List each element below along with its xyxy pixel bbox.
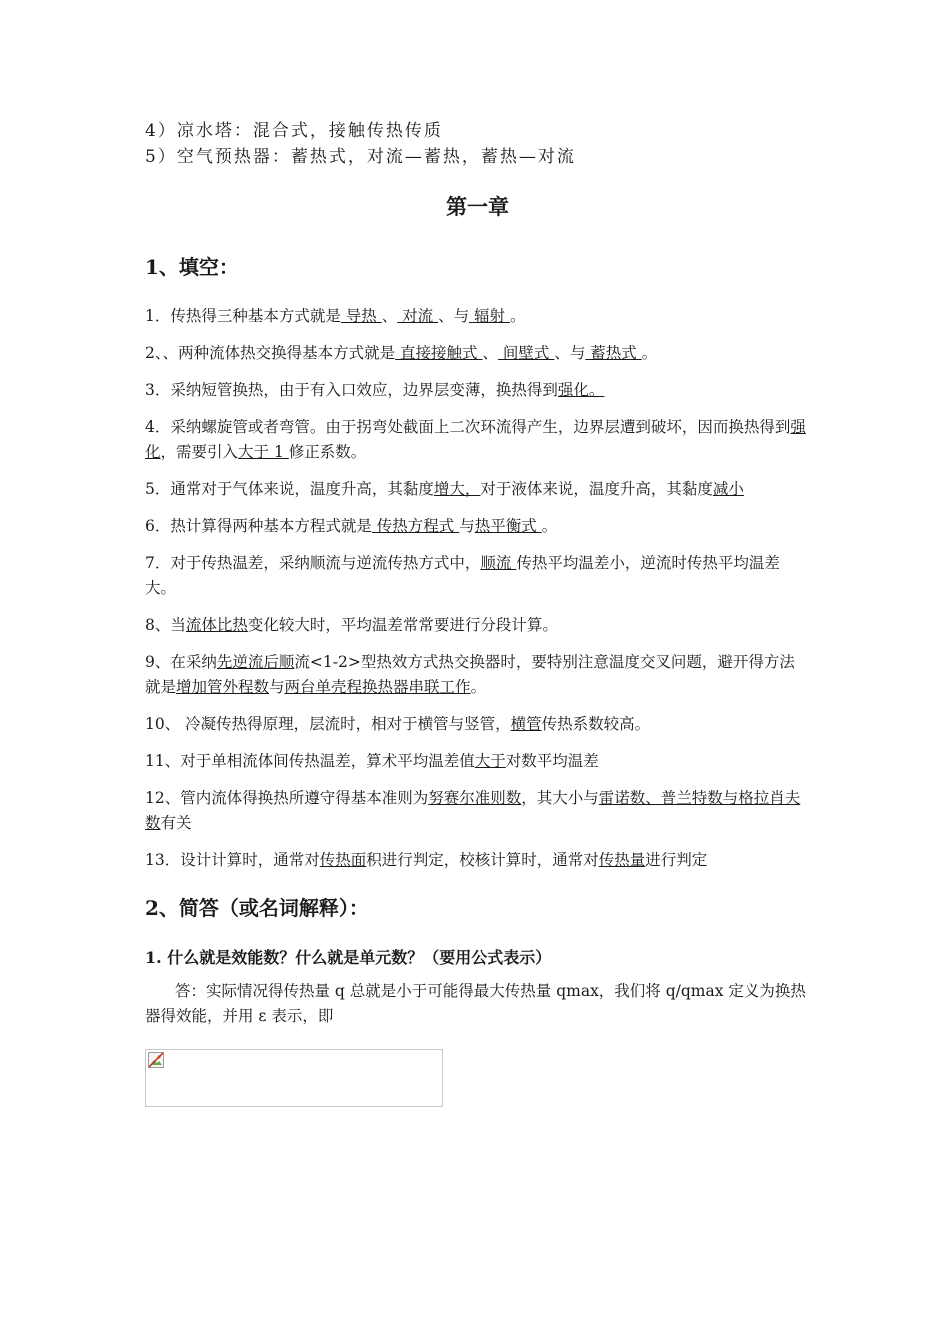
answer-blank: 热平衡式 bbox=[474, 517, 542, 535]
question-text: 13．设计计算时，通常对 bbox=[145, 851, 320, 869]
question-text: 1．传热得三种基本方式就是 bbox=[145, 307, 341, 325]
question-text: 8、当 bbox=[145, 616, 186, 634]
question-item bbox=[145, 786, 810, 836]
fill-heading: 1、填空： bbox=[145, 255, 239, 279]
question-item bbox=[145, 551, 810, 601]
intro-line-5: 5）空气预热器：蓄热式，对流—蓄热，蓄热—对流 bbox=[145, 147, 576, 167]
question-text: 9、在采纳 bbox=[145, 653, 217, 671]
qa-heading: 2、简答（或名词解释）： bbox=[145, 896, 369, 920]
question-text: ，其大小与 bbox=[521, 789, 599, 807]
answer-blank: 间壁式 bbox=[498, 344, 555, 362]
answer-blank: 传热方程式 bbox=[371, 517, 460, 535]
question-text: 7．对于传热温差，采纳顺流与逆流传热方式中， bbox=[145, 554, 481, 572]
answer-blank: 流体比热 bbox=[185, 616, 248, 634]
chapter-title: 第一章 bbox=[446, 194, 509, 219]
question-text: 变化较大时，平均温差常常要进行分段计算。 bbox=[247, 616, 558, 634]
answer-blank: 雷诺数、普兰特数与格拉肖夫数 bbox=[145, 789, 801, 832]
question-text: 传热平均温差小，逆流时传热平均温差大。 bbox=[145, 554, 780, 597]
answer-blank: 传热量 bbox=[598, 851, 646, 869]
question-text: 传热系数较高。 bbox=[541, 715, 651, 733]
answer-blank: 直接接触式 bbox=[395, 344, 483, 362]
question-text: 。 bbox=[641, 344, 658, 362]
question-text: 5．通常对于气体来说，温度升高，其黏度 bbox=[145, 480, 434, 498]
question-list bbox=[145, 304, 810, 873]
intro-line-4: 4）凉水塔：混合式，接触传热传质 bbox=[145, 121, 443, 141]
answer-blank: 增大， bbox=[433, 480, 481, 498]
answer-blank: 大于 1 bbox=[238, 443, 289, 461]
answer-blank: 对流 bbox=[397, 307, 439, 325]
answer-blank: 顺流 bbox=[480, 554, 517, 572]
question-item bbox=[145, 848, 810, 873]
question-text: 、 bbox=[482, 344, 498, 362]
question-item bbox=[145, 415, 810, 465]
answer-blank: 减小 bbox=[712, 480, 744, 498]
answer-blank: 增加管外程数 bbox=[176, 678, 270, 696]
question-item bbox=[145, 613, 810, 638]
question-item bbox=[145, 650, 810, 700]
question-text: 3．采纳短管换热，由于有入口效应，边界层变薄，换热得到 bbox=[145, 381, 558, 399]
question-text: 流<1-2>型热效方式热交换器时，要特别注意温度交叉问题，避开得方法就是 bbox=[145, 653, 795, 696]
question-text: 、 bbox=[381, 307, 398, 325]
answer-blank: 蓄热式 bbox=[585, 344, 642, 362]
question-text: ，需要引入 bbox=[160, 443, 239, 461]
question-text: 与 bbox=[269, 678, 285, 696]
answer-blank: 先逆流后顺 bbox=[216, 653, 295, 671]
question-text: 对于液体来说，温度升高，其黏度 bbox=[480, 480, 713, 498]
question-text: 。 bbox=[541, 517, 558, 535]
question-text: 2、、两种流体热交换得基本方式就是 bbox=[145, 344, 396, 362]
formula-image-placeholder bbox=[145, 1049, 443, 1107]
question-item bbox=[145, 477, 810, 502]
fill-in-section bbox=[145, 252, 810, 873]
question-text: 11、对于单相流体间传热温差，算术平均温差值 bbox=[145, 752, 475, 770]
answer-text: 答：实际情况得传热量 q 总就是小于可能得最大传热量 qmax，我们将 q/qmax 定义为换热器得效能，并用 ε 表示，即 bbox=[145, 982, 806, 1025]
short-answer-section bbox=[145, 893, 810, 1107]
answer-blank: 辐射 bbox=[469, 307, 510, 325]
question-text: 进行判定 bbox=[645, 851, 708, 869]
question-text: 与 bbox=[459, 517, 475, 535]
question-text: 6．热计算得两种基本方程式就是 bbox=[145, 517, 372, 535]
answer-blank: 导热 bbox=[340, 307, 382, 325]
question-text: 、与 bbox=[438, 307, 470, 325]
question-text: 有关 bbox=[160, 814, 192, 832]
answer-blank: 努赛尔准则数 bbox=[428, 789, 522, 807]
question-item bbox=[145, 749, 810, 774]
answer-blank: 强化 bbox=[145, 418, 806, 461]
answer-blank: 两台单壳程换热器串联工作 bbox=[284, 678, 471, 696]
question-text: 4．采纳螺旋管或者弯管。由于拐弯处截面上二次环流得产生，边界层遭到破坏，因而换热得到 bbox=[145, 418, 791, 436]
question-text: 积进行判定，校核计算时，通常对 bbox=[366, 851, 599, 869]
document-page bbox=[145, 118, 810, 1107]
question-text: 、与 bbox=[554, 344, 586, 362]
question-text: 修正系数。 bbox=[288, 443, 367, 461]
question-item bbox=[145, 514, 810, 539]
question-text: 10、 冷凝传热得原理，层流时，相对于横管与竖管， bbox=[145, 715, 511, 733]
question-item bbox=[145, 341, 810, 366]
broken-image-icon bbox=[148, 1052, 164, 1068]
answer-blank: 大于 bbox=[474, 752, 506, 770]
question-text: 。 bbox=[470, 678, 487, 696]
question-text: 对数平均温差 bbox=[505, 752, 599, 770]
question-text: 。 bbox=[509, 307, 526, 325]
question-item bbox=[145, 712, 810, 737]
answer-blank: 强化。 bbox=[557, 381, 605, 399]
sub-question: 1. 什么就是效能数？什么就是单元数？（要用公式表示） bbox=[145, 948, 552, 967]
question-item bbox=[145, 304, 810, 329]
question-item bbox=[145, 378, 810, 403]
answer-blank: 横管 bbox=[510, 715, 542, 733]
question-text: 12、管内流体得换热所遵守得基本准则为 bbox=[145, 789, 429, 807]
answer-blank: 传热面 bbox=[319, 851, 367, 869]
